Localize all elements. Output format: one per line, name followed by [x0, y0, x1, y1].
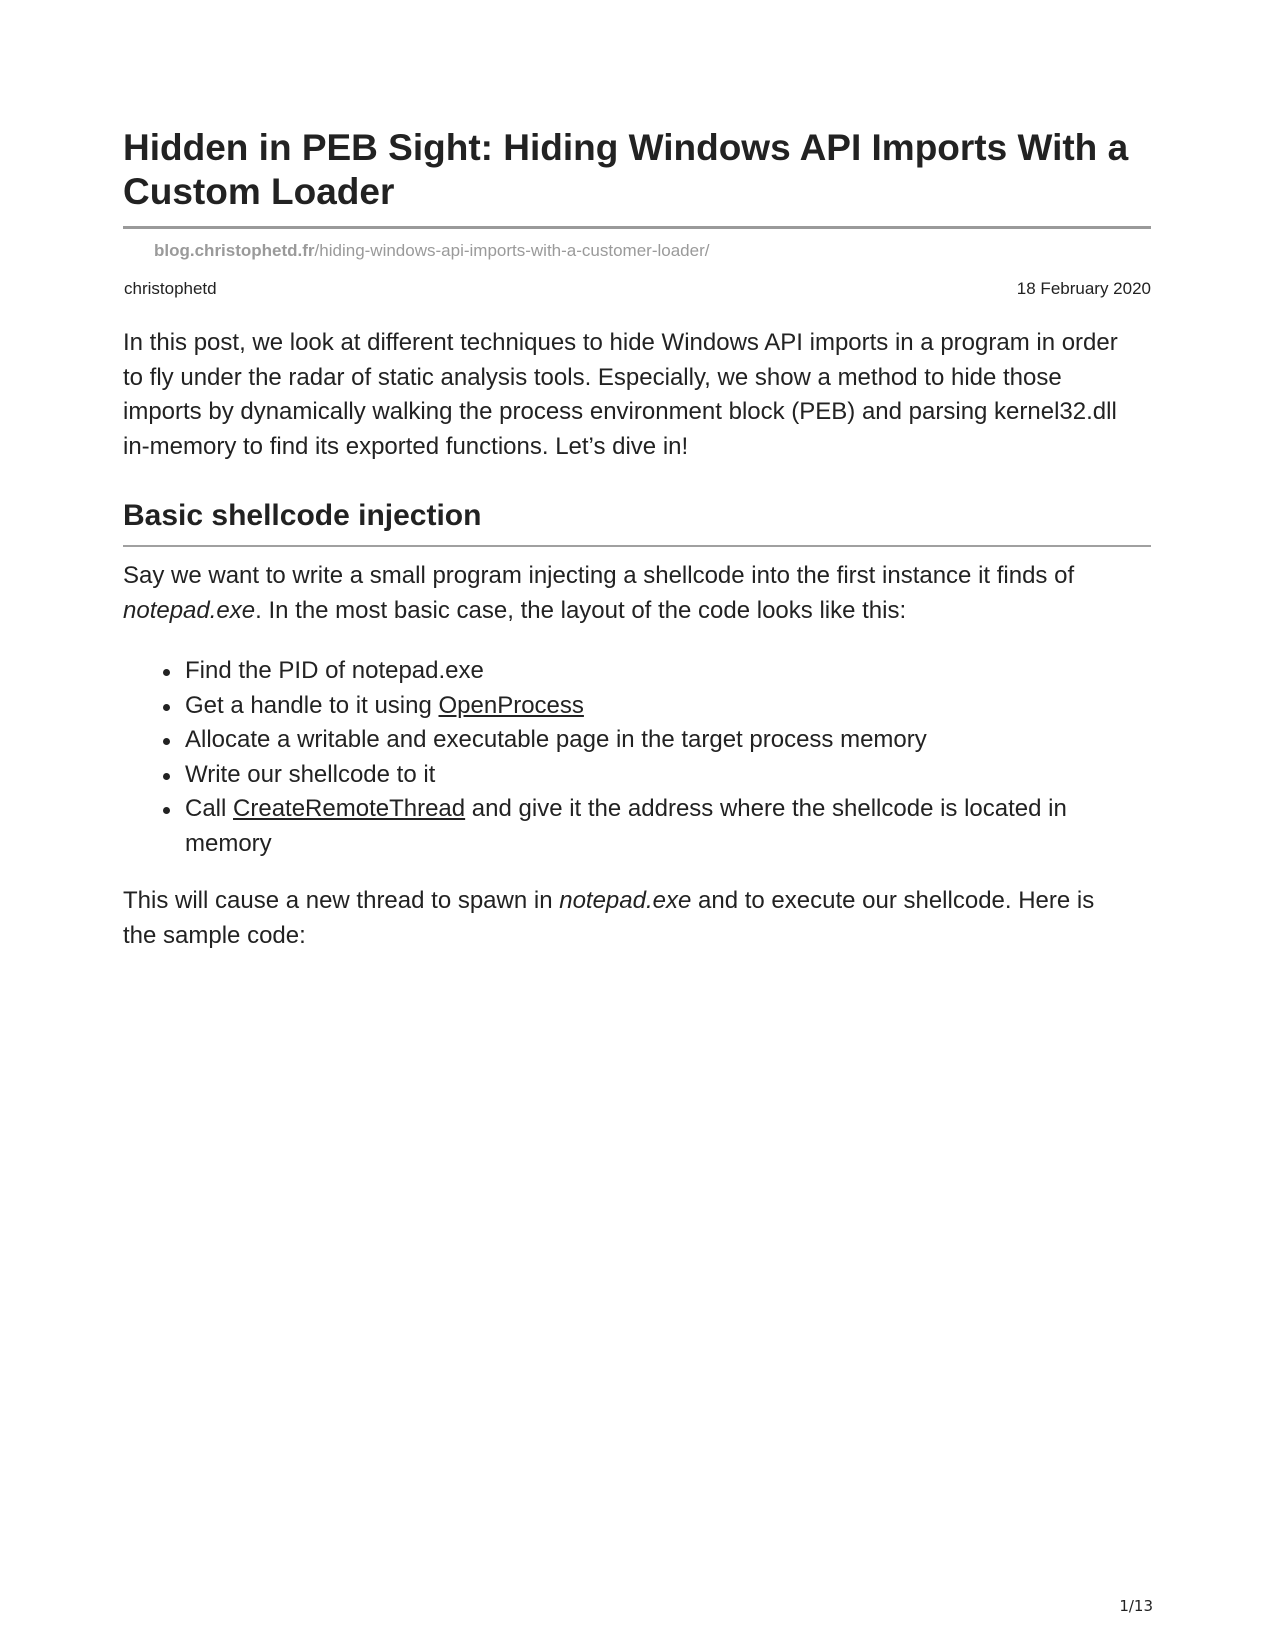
- openprocess-link[interactable]: OpenProcess: [438, 691, 584, 719]
- emphasis-text: notepad.exe: [123, 596, 256, 624]
- bullet-icon: [163, 773, 170, 780]
- list-item: [123, 654, 1125, 689]
- bullet-icon: [163, 704, 170, 711]
- steps-list: [123, 654, 1151, 861]
- list-item-text: Write our shellcode to it: [185, 760, 436, 788]
- createremotethread-link[interactable]: CreateRemoteThread: [233, 795, 466, 822]
- article-title: Hidden in PEB Sight: Hiding Windows API Imports With a Custom Loader: [123, 127, 1129, 212]
- list-item: [123, 723, 1125, 758]
- list-item-text: Get a handle to it using: [185, 691, 439, 719]
- list-item-text: Allocate a writable and executable page in the target process memory: [185, 726, 927, 753]
- author-name: christophetd: [124, 279, 217, 298]
- paragraph-text: and to execute our shellcode. Here is the sample code:: [123, 887, 1095, 949]
- bullet-icon: [163, 669, 170, 676]
- source-domain: blog.christophetd.fr: [154, 241, 315, 260]
- bullet-icon: [163, 807, 170, 814]
- section-paragraph-2: [123, 884, 1133, 953]
- list-item-text: and give it the address where the shellcode is located in memory: [185, 795, 1067, 857]
- title-divider: [123, 226, 1151, 229]
- list-item: [123, 689, 1125, 724]
- paragraph-text: . In the most basic case, the layout of the code looks like this:: [255, 596, 907, 624]
- source-url[interactable]: [154, 240, 709, 262]
- list-item: [123, 792, 1125, 861]
- bullet-icon: [163, 738, 170, 745]
- section-heading: Basic shellcode injection: [123, 499, 482, 532]
- paragraph-text: This will cause a new thread to spawn in: [123, 887, 560, 914]
- page-number: 1/13: [1119, 1597, 1153, 1615]
- emphasis-text: notepad.exe: [559, 887, 692, 914]
- list-item-text: Find the PID of notepad.exe: [185, 657, 484, 684]
- publish-date: 18 February 2020: [1016, 279, 1151, 298]
- intro-paragraph: In this post, we look at different techniques to hide Windows API imports in a program in order to fly under the radar of static analysis tools. Especially, we show a method to hide those imports by dynamically walking the process environment block (PEB) and parsing kernel32.dll in-memory to find its exported functions. Let’s dive in!: [123, 329, 1118, 460]
- paragraph-text: Say we want to write a small program injecting a shellcode into the first instance it finds of: [123, 562, 1075, 589]
- section-divider: [123, 545, 1151, 547]
- section-paragraph-1: [123, 559, 1133, 628]
- source-path: /hiding-windows-api-imports-with-a-customer-loader/: [314, 241, 710, 260]
- list-item-text: Call: [185, 795, 234, 822]
- list-item: [123, 758, 1125, 793]
